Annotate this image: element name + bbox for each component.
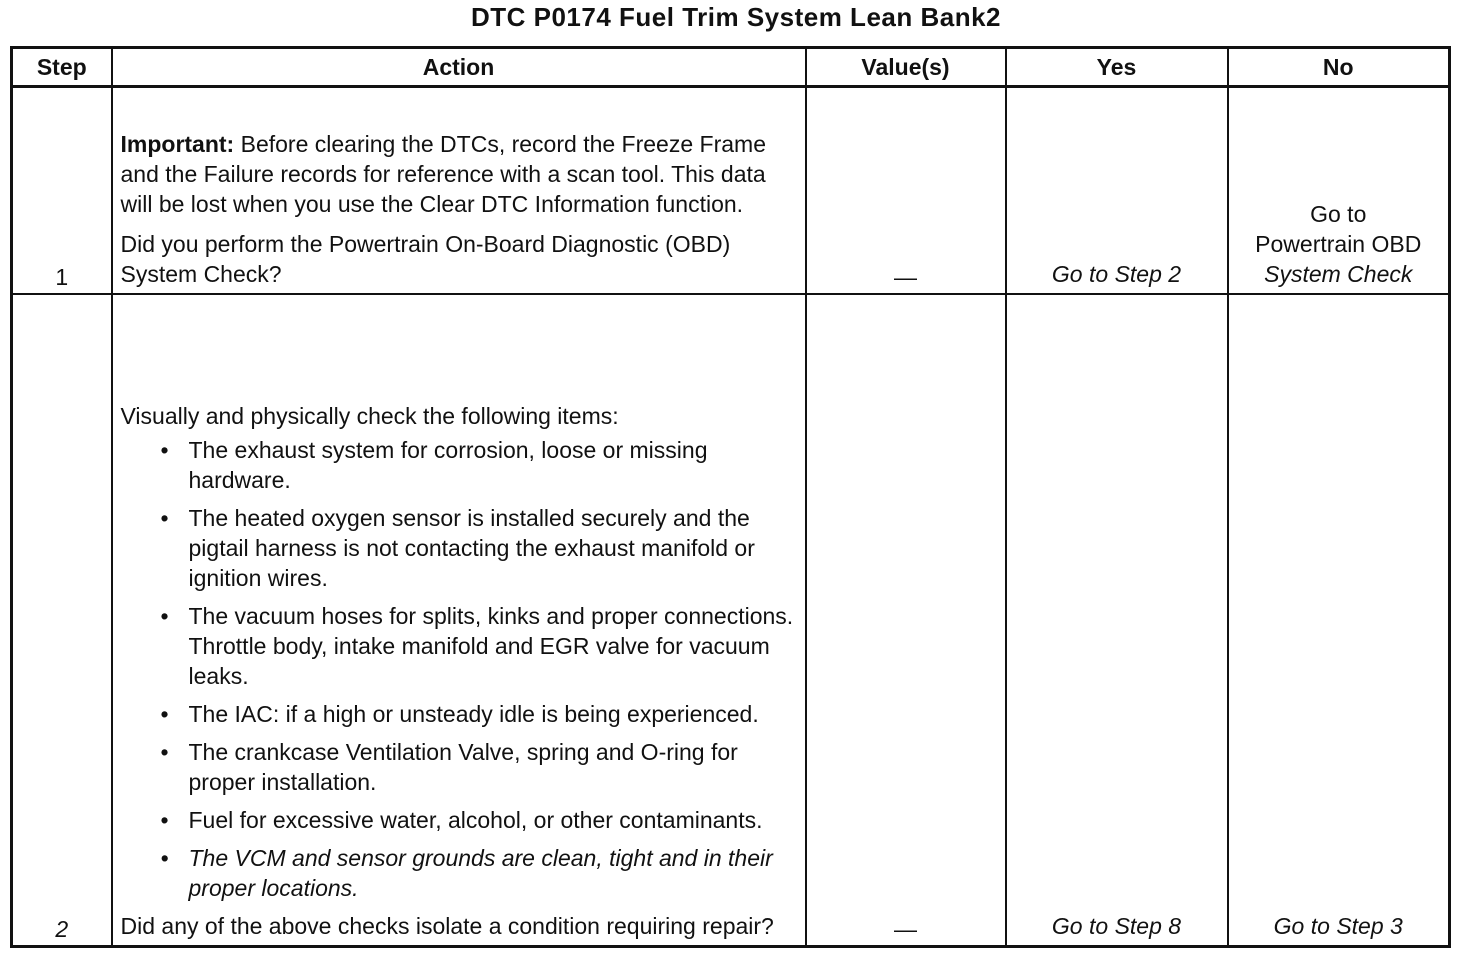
list-item: • The vacuum hoses for splits, kinks and proper connections. Throttle body, intake manifold and EGR valve for vacuum leaks. [160, 603, 794, 689]
list-item: • The crankcase Ventilation Valve, spring and O-ring for proper installation. [160, 739, 738, 795]
step-question: Did you perform the Powertrain On-Board Diagnostic (OBD) System Check? [120, 230, 731, 287]
important-text: Before clearing the DTCs, record the Freeze Frame and the Failure records for reference with a scan tool. This data will be lost when you use the Clear DTC Information function. [120, 130, 766, 217]
step-question: Did any of the above checks isolate a condition requiring repair? [120, 913, 774, 939]
table-row-step-1 [12, 87, 1450, 294]
no-link-go-to-step-3[interactable]: Go to Step 3 [1273, 913, 1403, 939]
no-line-1[interactable]: Go to [1310, 200, 1367, 227]
important-label: Important: [120, 130, 235, 157]
bullet-icon: • [160, 701, 169, 727]
bullet-icon: • [160, 807, 169, 833]
diagnostic-table [10, 46, 1451, 948]
value-cell [806, 87, 1006, 294]
important-note [121, 129, 799, 219]
header-no: No [1228, 48, 1450, 87]
bullet-icon: • [160, 845, 169, 871]
check-intro: Visually and physically check the following items: [120, 403, 619, 429]
step-number: 2 [12, 294, 112, 947]
action-cell [112, 87, 806, 294]
list-item: • The exhaust system for corrosion, loose or missing hardware. [160, 437, 708, 493]
bullet-icon: • [160, 505, 169, 531]
no-cell [1228, 87, 1450, 294]
table-header-row [12, 48, 1450, 87]
value-dash: — [894, 916, 917, 942]
value-dash: — [894, 263, 917, 290]
header-action: Action [112, 48, 806, 87]
table-row-step-2 [12, 294, 1450, 947]
bullet-icon: • [160, 739, 169, 765]
value-cell [806, 294, 1006, 947]
no-line-2[interactable]: Powertrain OBD [1255, 230, 1422, 257]
check-list [121, 435, 799, 903]
yes-link-go-to-step-8[interactable]: Go to Step 8 [1051, 913, 1182, 939]
no-line-3[interactable]: System Check [1264, 260, 1413, 287]
action-cell [112, 294, 806, 947]
step-number: 1 [12, 87, 112, 294]
list-item: • Fuel for excessive water, alcohol, or other contaminants. [160, 807, 763, 833]
bullet-icon: • [160, 603, 169, 629]
page-title: DTC P0174 Fuel Trim System Lean Bank2 [470, 2, 1002, 32]
list-item: • The IAC: if a high or unsteady idle is being experienced. [160, 701, 759, 727]
yes-cell [1006, 294, 1228, 947]
yes-cell [1006, 87, 1228, 294]
header-values: Value(s) [806, 48, 1006, 87]
header-step: Step [12, 48, 112, 87]
yes-link-go-to-step-2[interactable]: Go to Step 2 [1051, 260, 1182, 287]
list-item: • The VCM and sensor grounds are clean, tight and in their proper locations. [160, 845, 773, 901]
no-cell [1228, 294, 1450, 947]
bullet-icon: • [160, 437, 169, 463]
header-yes: Yes [1006, 48, 1228, 87]
list-item: • The heated oxygen sensor is installed securely and the pigtail harness is not contacting the exhaust manifold or ignition wires. [160, 505, 755, 591]
